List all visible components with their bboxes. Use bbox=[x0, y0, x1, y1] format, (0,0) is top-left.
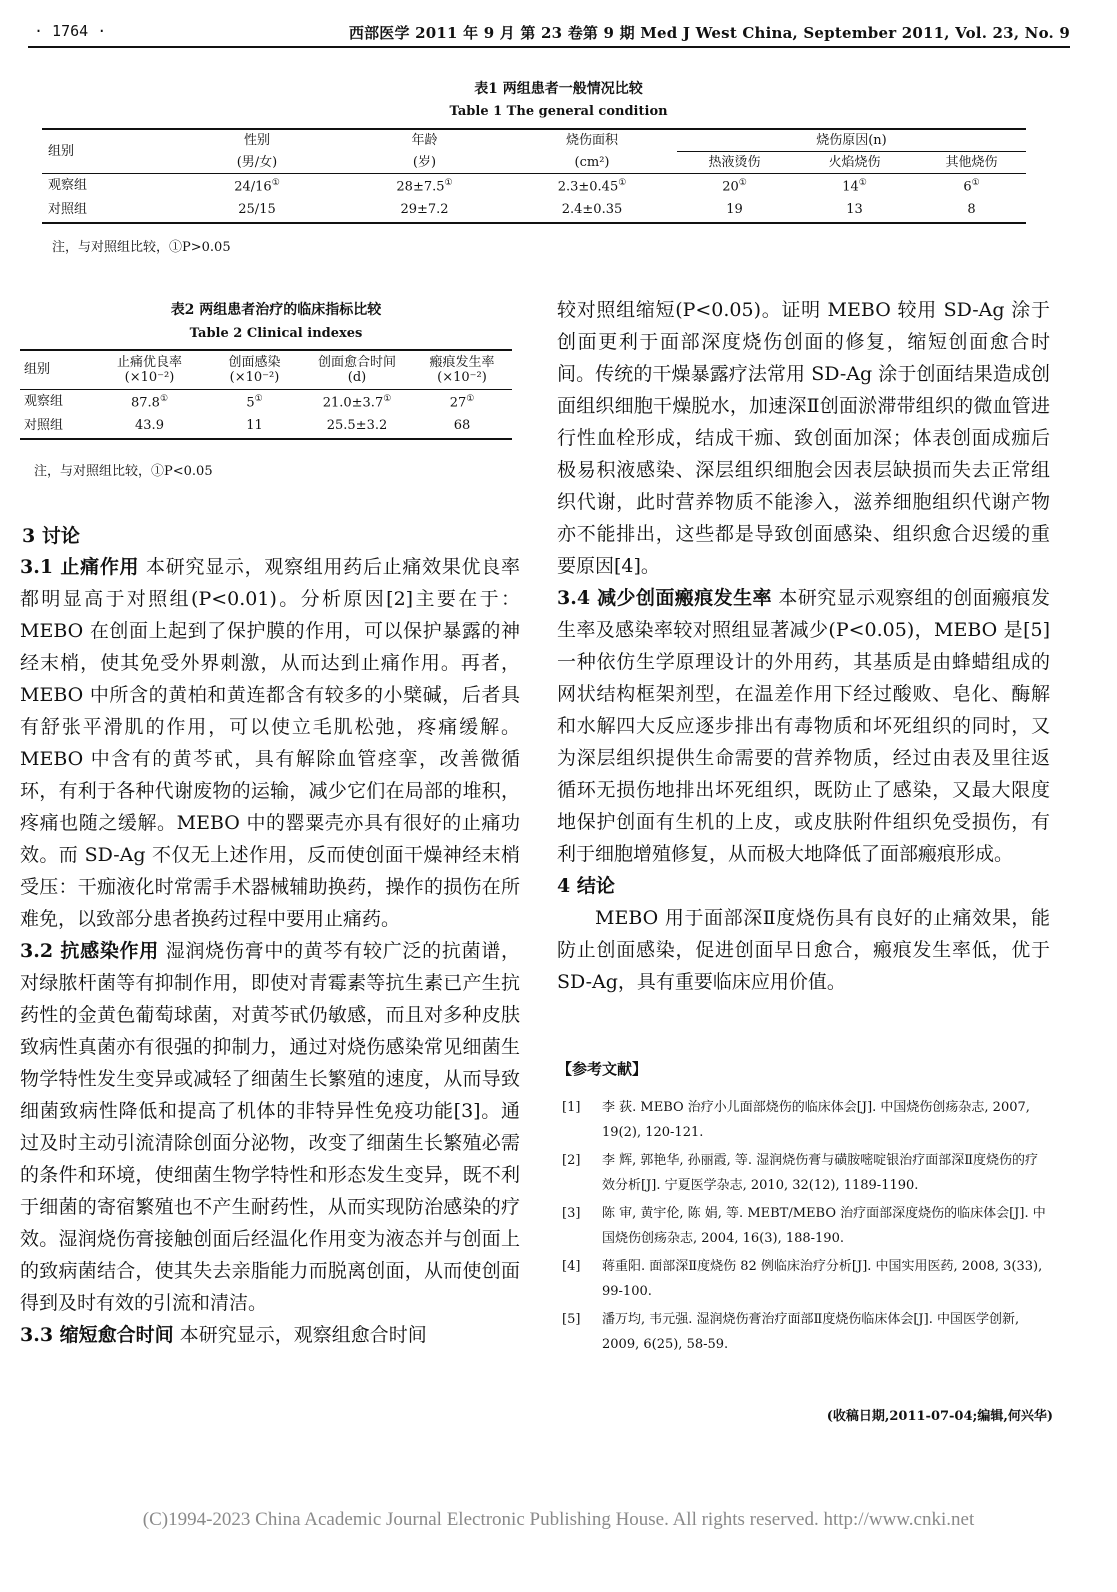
table2-cell-pain: 87.8① bbox=[130, 393, 169, 411]
section-3-3-paragraph bbox=[20, 1319, 520, 1351]
table1-header-cause-flame: 火焰烧伤 bbox=[792, 151, 917, 173]
list-item: [1] 李 荻. MEBO 治疗小儿面部烧伤的临床体会[J]. 中国烧伤创疡杂志, 2007, 19(2), 120-121. bbox=[562, 1100, 1030, 1140]
section4-heading: 4 结论 bbox=[557, 875, 615, 897]
table1-cell-sex: 25/15 bbox=[238, 202, 276, 218]
table1-header-sex-unit: (男/女) bbox=[172, 151, 342, 173]
table2-header-group: 组别 bbox=[20, 350, 92, 389]
section-3-4-title: 3.4 减少创面瘢痕发生率 bbox=[557, 587, 772, 609]
references-title: 【参考文献】 bbox=[557, 1060, 648, 1078]
table-row bbox=[42, 173, 1026, 199]
table1-cell-flame: 14① bbox=[842, 177, 867, 195]
list-item: [2] 李 辉, 郭艳华, 孙丽霞, 等. 湿润烧伤膏与磺胺嘧啶银治疗面部深Ⅱ度烧伤的疗效分析[J]. 宁夏医学杂志, 2010, 32(12), 1189-1190. bbox=[562, 1153, 1039, 1193]
table1 bbox=[42, 128, 1026, 224]
table2-cell-group: 对照组 bbox=[24, 418, 64, 434]
table1-cell-hot: 19 bbox=[726, 202, 743, 218]
section-3-1-title: 3.1 止痛作用 bbox=[20, 556, 140, 578]
table1-cell-sex: 24/16① bbox=[234, 177, 280, 195]
right-column-body bbox=[557, 294, 1050, 998]
table-row bbox=[20, 389, 512, 415]
table2-header-infection: 创面感染 (×10⁻²) bbox=[207, 350, 302, 389]
table2-cell-healing: 21.0±3.7① bbox=[322, 393, 392, 411]
conclusion-paragraph: MEBO 用于面部深Ⅱ度烧伤具有良好的止痛效果，能防止创面感染，促进创面早日愈合，瘢痕发生率低，优于 SD-Ag，具有重要临床应用价值。 bbox=[557, 907, 1050, 993]
table1-cell-age: 28±7.5① bbox=[396, 177, 453, 195]
table-row bbox=[42, 199, 1026, 223]
section-3-3-continued: 较对照组缩短(P<0.05)。证明 MEBO 较用 SD-Ag 涂于创面更利于面部深度烧伤创面的修复，缩短创面愈合时间。传统的干燥暴露疗法常用 SD-Ag 涂于创面结果造成创面组织细胞干燥脱水，加速深Ⅱ创面淤滞带组织的微血管进行性血栓形成，结成干痂、致创面加深；体表创面成痂后极易积液感染、深层组织细胞会因表层缺损而失去正常组织代谢，此时营养物质不能渗入，滋养细胞组织代谢产物亦不能排出，这些都是导致创面感染、组织愈合迟缓的重要原因[4]。 bbox=[557, 299, 1050, 577]
table1-header-area-unit: (cm²) bbox=[507, 151, 677, 173]
table2-cell-infection: 11 bbox=[246, 418, 263, 434]
table2-cell-infection: 5① bbox=[246, 393, 263, 411]
table1-header-age: 年龄 bbox=[411, 133, 438, 149]
section-3-1-text: 本研究显示，观察组用药后止痛效果优良率都明显高于对照组(P<0.01)。分析原因[2]主要在于：MEBO 在创面上起到了保护膜的作用，可以保护暴露的神经末梢，使其免受外界刺激，从而达到止痛作用。再者，MEBO 中所含的黄柏和黄连都含有较多的小檗碱，后者具有舒张平滑肌的作用，可以使立毛肌松弛，疼痛缓解。MEBO 中含有的黄芩甙，具有解除血管痉挛，改善微循环，有利于各种代谢废物的运输，减少它们在局部的堆积，疼痛也随之缓解。MEBO 中的罂粟壳亦具有很好的止痛功效。而 SD-Ag 不仅无上述作用，反而使创面干燥神经末梢受压：干痂液化时常需手术器械辅助换药，操作的损伤在所难免，以致部分患者换药过程中要用止痛药。 bbox=[20, 556, 520, 930]
list-item: [3] 陈 审, 黄宇伦, 陈 娟, 等. MEBT/MEBO 治疗面部深度烧伤的临床体会[J]. 中国烧伤创疡杂志, 2004, 16(3), 188-190. bbox=[562, 1206, 1046, 1246]
section-3-2-paragraph bbox=[20, 935, 520, 1319]
table1-cell-hot: 20① bbox=[722, 177, 747, 195]
section-3-3-text: 本研究显示，观察组愈合时间 bbox=[179, 1324, 427, 1346]
section-3-4-paragraph bbox=[557, 582, 1050, 870]
running-header bbox=[28, 20, 1070, 46]
table2-header-scar: 瘢痕发生率 (×10⁻²) bbox=[412, 350, 512, 389]
table1-header-age-unit: (岁) bbox=[342, 151, 507, 173]
table2-cell-scar: 27① bbox=[449, 393, 475, 411]
section3-heading: 3 讨论 bbox=[22, 525, 80, 547]
table2-cell-healing: 25.5±3.2 bbox=[326, 418, 388, 434]
copyright-footer: (C)1994-2023 China Academic Journal Electronic Publishing House. All rights reserved. http://www.cnki.net bbox=[142, 1509, 975, 1530]
section-3-2-text: 湿润烧伤膏中的黄芩有较广泛的抗菌谱，对绿脓杆菌等有抑制作用，即使对青霉素等抗生素已产生抗药性的金黄色葡萄球菌，对黄芩甙仍敏感，而且对多种皮肤致病性真菌亦有很强的抑制力，通过对烧伤感染常见细菌生物学特性发生变异或减轻了细菌生长繁殖的速度，从而导致细菌致病性降低和提高了机体的非特异性免疫功能[3]。通过及时主动引流清除创面分泌物，改变了细菌生长繁殖必需的条件和环境，使细菌生物学特性和形态发生变异，既不利于细菌的寄宿繁殖也不产生耐药性，从而实现防治感染的疗效。湿润烧伤膏接触创面后经温化作用变为液态并与创面上的致病菌结合，使其失去亲脂能力而脱离创面，从而使创面得到及时有效的引流和清洁。 bbox=[20, 940, 520, 1314]
table1-header-cause-other: 其他烧伤 bbox=[917, 151, 1026, 173]
section-3-2-title: 3.2 抗感染作用 bbox=[20, 940, 159, 962]
table1-caption-zh: 表1 两组患者一般情况比较 bbox=[474, 81, 643, 97]
table1-cell-age: 29±7.2 bbox=[400, 202, 449, 218]
table1-header-cause-hot: 热液烫伤 bbox=[677, 151, 792, 173]
table1-cell-other: 6① bbox=[963, 177, 980, 195]
table2-header-pain: 止痛优良率 (×10⁻²) bbox=[92, 350, 207, 389]
table1-cell-group: 观察组 bbox=[48, 178, 88, 194]
references-list bbox=[562, 1095, 1050, 1360]
table1-cell-flame: 13 bbox=[846, 202, 863, 218]
table2 bbox=[20, 349, 512, 440]
table1-note: 注，与对照组比较，①P>0.05 bbox=[52, 240, 231, 255]
table2-header-healing: 创面愈合时间 (d) bbox=[302, 350, 412, 389]
table2-note: 注，与对照组比较，①P<0.05 bbox=[34, 464, 213, 479]
journal-running-title: 西部医学 2011 年 9 月 第 23 卷第 9 期 Med J West China, September 2011, Vol. 23, No. 9 bbox=[348, 24, 1070, 42]
page-number: · 1764 · bbox=[34, 22, 107, 40]
table2-caption-zh: 表2 两组患者治疗的临床指标比较 bbox=[170, 302, 382, 318]
list-item: [4] 蒋重阳. 面部深Ⅱ度烧伤 82 例临床治疗分析[J]. 中国实用医药, 2008, 3(33), 99-100. bbox=[562, 1259, 1043, 1299]
table2-cell-group: 观察组 bbox=[24, 394, 64, 410]
table1-cell-other: 8 bbox=[967, 202, 976, 218]
table1-caption-en: Table 1 The general condition bbox=[449, 104, 668, 119]
table2-cell-pain: 43.9 bbox=[135, 418, 164, 434]
table1-cell-area: 2.3±0.45① bbox=[557, 177, 627, 195]
received-date: (收稿日期,2011-07-04;编辑,何兴华) bbox=[826, 1409, 1053, 1424]
table1-header-group: 组别 bbox=[42, 129, 172, 173]
table1-cell-area: 2.4±0.35 bbox=[561, 202, 623, 218]
left-column-body bbox=[20, 551, 520, 1351]
table1-header-sex: 性别 bbox=[243, 133, 270, 149]
section-3-3-title: 3.3 缩短愈合时间 bbox=[20, 1324, 174, 1346]
section-3-1-paragraph bbox=[20, 551, 520, 935]
section-3-4-text: 本研究显示观察组的创面瘢痕发生率及感染率较对照组显著减少(P<0.05)，MEBO 是[5]一种依仿生学原理设计的外用药，其基质是由蜂蜡组成的网状结构框架剂型，在温差作用下经过酸败、皂化、酶解和水解四大反应逐步排出有毒物质和坏死组织的同时，又为深层组织提供生命需要的营养物质，经过由表及里往返循环无损伤地排出坏死组织，既防止了感染，又最大限度地保护创面有生机的上皮，或皮肤附件组织免受损伤，有利于细胞增殖修复，从而极大地降低了面部瘢痕形成。 bbox=[557, 587, 1050, 865]
table1-header-cause: 烧伤原因(n) bbox=[677, 129, 1026, 151]
header-rule bbox=[28, 46, 1070, 48]
table2-caption-en: Table 2 Clinical indexes bbox=[189, 326, 363, 341]
list-item: [5] 潘万均, 韦元强. 湿润烧伤膏治疗面部Ⅱ度烧伤临床体会[J]. 中国医学创新, 2009, 6(25), 58-59. bbox=[562, 1312, 1020, 1352]
table1-cell-group: 对照组 bbox=[48, 202, 88, 218]
table-row bbox=[20, 415, 512, 439]
table2-cell-scar: 68 bbox=[453, 418, 471, 434]
table1-header-area: 烧伤面积 bbox=[565, 133, 618, 149]
